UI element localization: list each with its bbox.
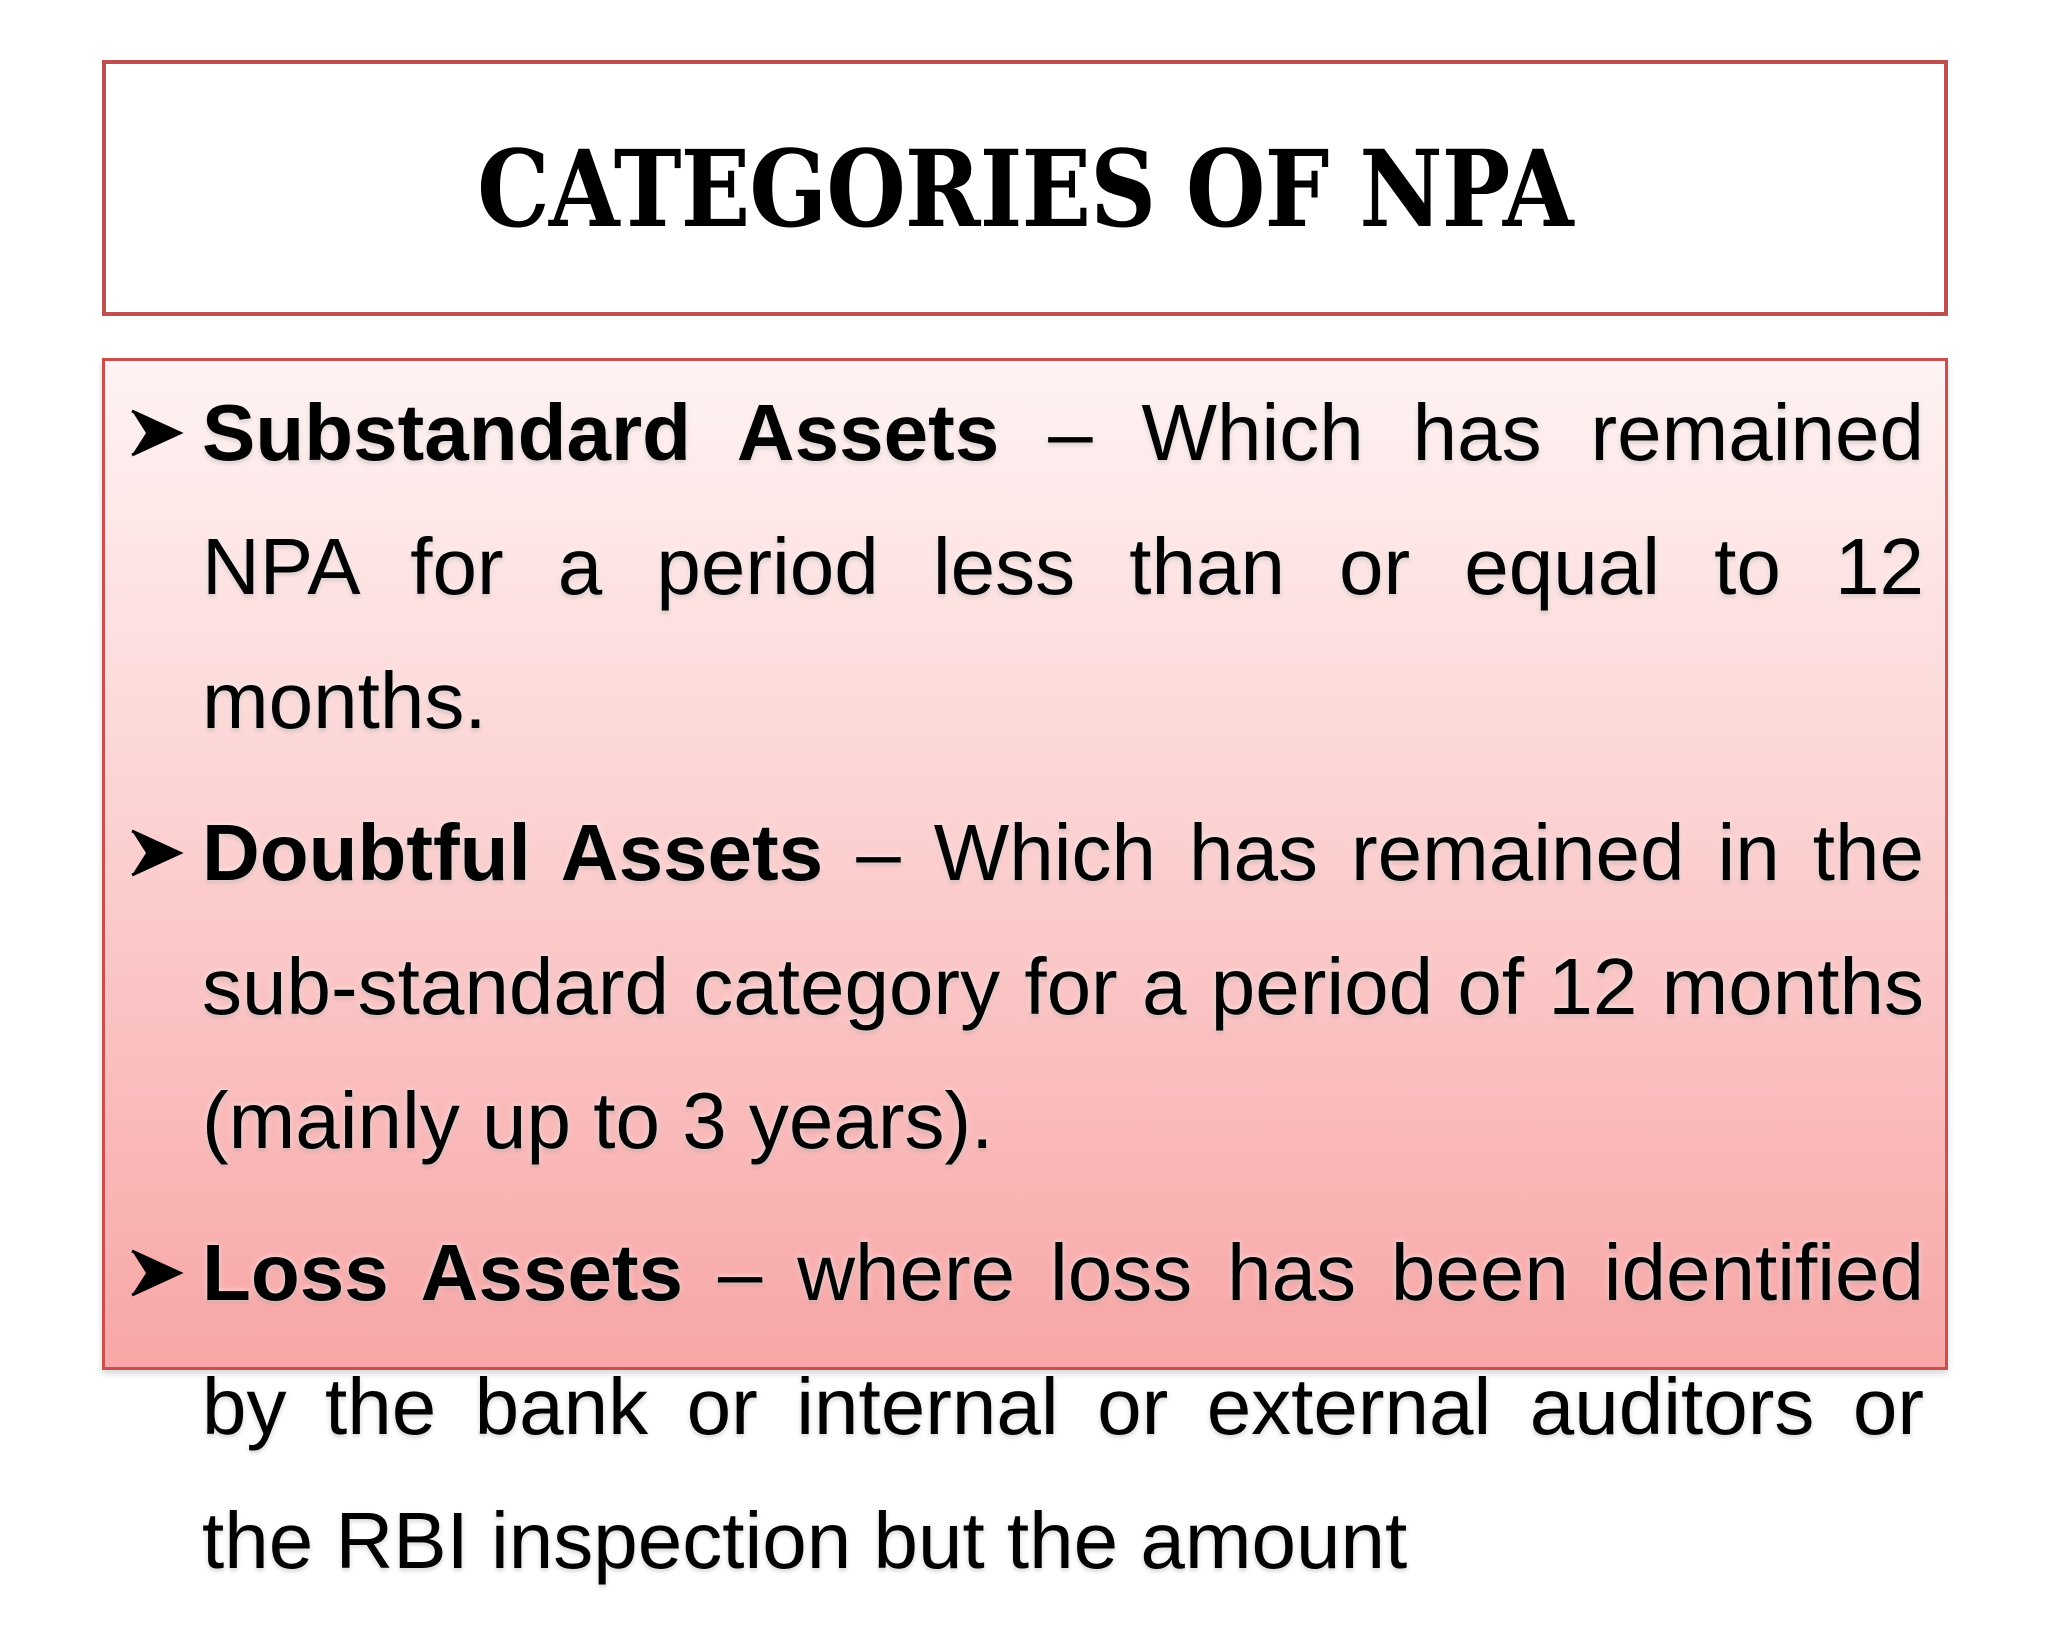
bullet-description: – Which has remained in the sub-standard category for a period of 12 months (mainly up to 3 years). (202, 808, 1925, 1165)
bullet-loss-assets (128, 1206, 1924, 1608)
bullet-term: Substandard Assets (202, 388, 1000, 477)
bullet-description: – where loss has been identified by the bank or internal or external auditors or the RBI inspection but the amount (202, 1228, 1924, 1585)
arrow-bullet-icon (128, 1206, 188, 1340)
slide-title: CATEGORIES OF NPA (477, 125, 1573, 251)
bullet-term: Doubtful Assets (202, 808, 824, 897)
bullet-list (128, 366, 1924, 1626)
bullet-term: Loss Assets (202, 1228, 683, 1317)
bullet-description: – Which has remained NPA for a period less than or equal to 12 months. (202, 388, 1924, 745)
arrow-bullet-icon (128, 366, 188, 500)
bullet-substandard-assets (128, 366, 1924, 768)
arrow-bullet-icon (128, 786, 188, 920)
bullet-doubtful-assets (128, 786, 1924, 1188)
title-box (102, 60, 1948, 316)
